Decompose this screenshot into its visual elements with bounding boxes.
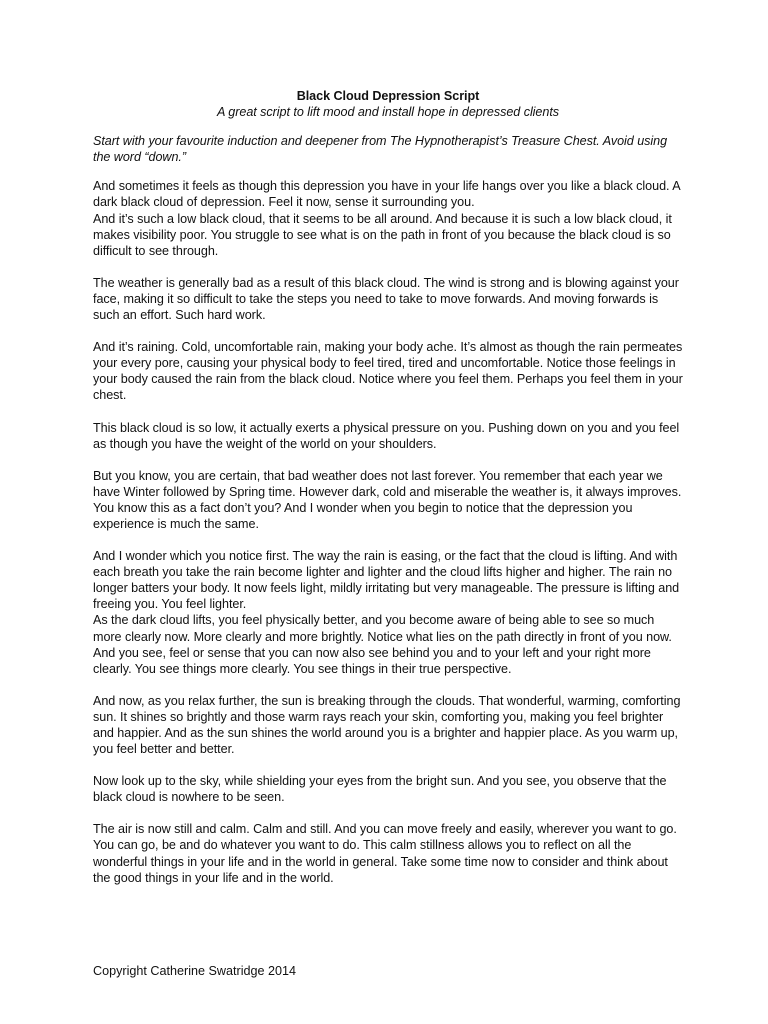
paragraph-line: And it’s raining. Cold, uncomfortable rain, making your body ache. It’s almost as though the rain permeates your every pore, causing your physical body to feel tired, tired and uncomfortable. Notice those feelings in your body caused the rain from the black cloud. Notice where you feel them. Perhaps you feel them in your chest. xyxy=(93,340,683,403)
paragraph-line: The weather is generally bad as a result of this black cloud. The wind is strong and is blowing against your face, making it so difficult to take the steps you need to take to move forwards. And moving forwards is such an effort. Such hard work. xyxy=(93,275,679,323)
copyright-footer: Copyright Catherine Swatridge 2014 xyxy=(93,964,297,978)
paragraph-7 xyxy=(93,693,683,757)
paragraph-8 xyxy=(93,773,683,805)
paragraph-9 xyxy=(93,821,683,885)
paragraph-1 xyxy=(93,178,683,258)
document-body xyxy=(93,88,683,902)
paragraph-6 xyxy=(93,548,683,677)
paragraph-line: And I wonder which you notice first. The way the rain is easing, or the fact that the cloud is lifting. And with each breath you take the rain become lighter and lighter and the cloud lifts higher and higher. The rain no longer batters your body. It now feels light, mildly irritating but very manageable. The pressure is lifting and freeing you. You feel lighter. xyxy=(93,549,680,612)
paragraph-line: This black cloud is so low, it actually exerts a physical pressure on you. Pushing down on you and you feel as though you have the weight of the world on your shoulders. xyxy=(93,420,680,451)
document-subtitle: A great script to lift mood and install hope in depressed clients xyxy=(216,105,560,120)
paragraph-line: But you know, you are certain, that bad weather does not last forever. You remember that each year we have Winter followed by Spring time. However dark, cold and miserable the weather is, it always improves. You know this as a fact don’t you? And I wonder when you begin to notice that the depression you experience is much the same. xyxy=(93,468,682,531)
paragraph-2 xyxy=(93,275,683,323)
paragraph-5 xyxy=(93,468,683,532)
paragraph-line: The air is now still and calm. Calm and still. And you can move freely and easily, wherever you want to go. You can go, be and do whatever you want to do. This calm stillness allows you to reflect on all the wonderful things in your life and in the world in general. Take some time now to consider and think about the good things in your life and in the world. xyxy=(93,822,677,885)
paragraph-4 xyxy=(93,420,683,452)
paragraph-line: As the dark cloud lifts, you feel physically better, and you become aware of being able to see so much more clearly now. More clearly and more brightly. Notice what lies on the path directly in front of you now. And you see, feel or sense that you can now also see behind you and to your left and your right more clearly. You see things more clearly. You see things in their true perspective. xyxy=(93,613,672,676)
paragraph-line: And now, as you relax further, the sun is breaking through the clouds. That wonderful, warming, comforting sun. It shines so brightly and those warm rays reach your skin, comforting you, making you feel brighter and happier. And as the sun shines the world around you is a brighter and happier place. As you warm up, you feel better and better. xyxy=(93,693,681,757)
document-title: Black Cloud Depression Script xyxy=(296,89,480,103)
intro-instruction: Start with your favourite induction and deepener from The Hypnotherapist’s Treasure Chest. Avoid using the word “down.” xyxy=(93,134,668,165)
paragraph-3 xyxy=(93,339,683,403)
paragraph-line: Now look up to the sky, while shielding your eyes from the bright sun. And you see, you observe that the black cloud is nowhere to be seen. xyxy=(93,774,667,805)
paragraph-line: And sometimes it feels as though this depression you have in your life hangs over you like a black cloud. A dark black cloud of depression. Feel it now, sense it surrounding you. xyxy=(93,179,680,210)
paragraph-line: And it’s such a low black cloud, that it seems to be all around. And because it is such a low black cloud, it makes visibility poor. You struggle to see what is on the path in front of you because the black cloud is so difficult to see through. xyxy=(93,211,672,258)
